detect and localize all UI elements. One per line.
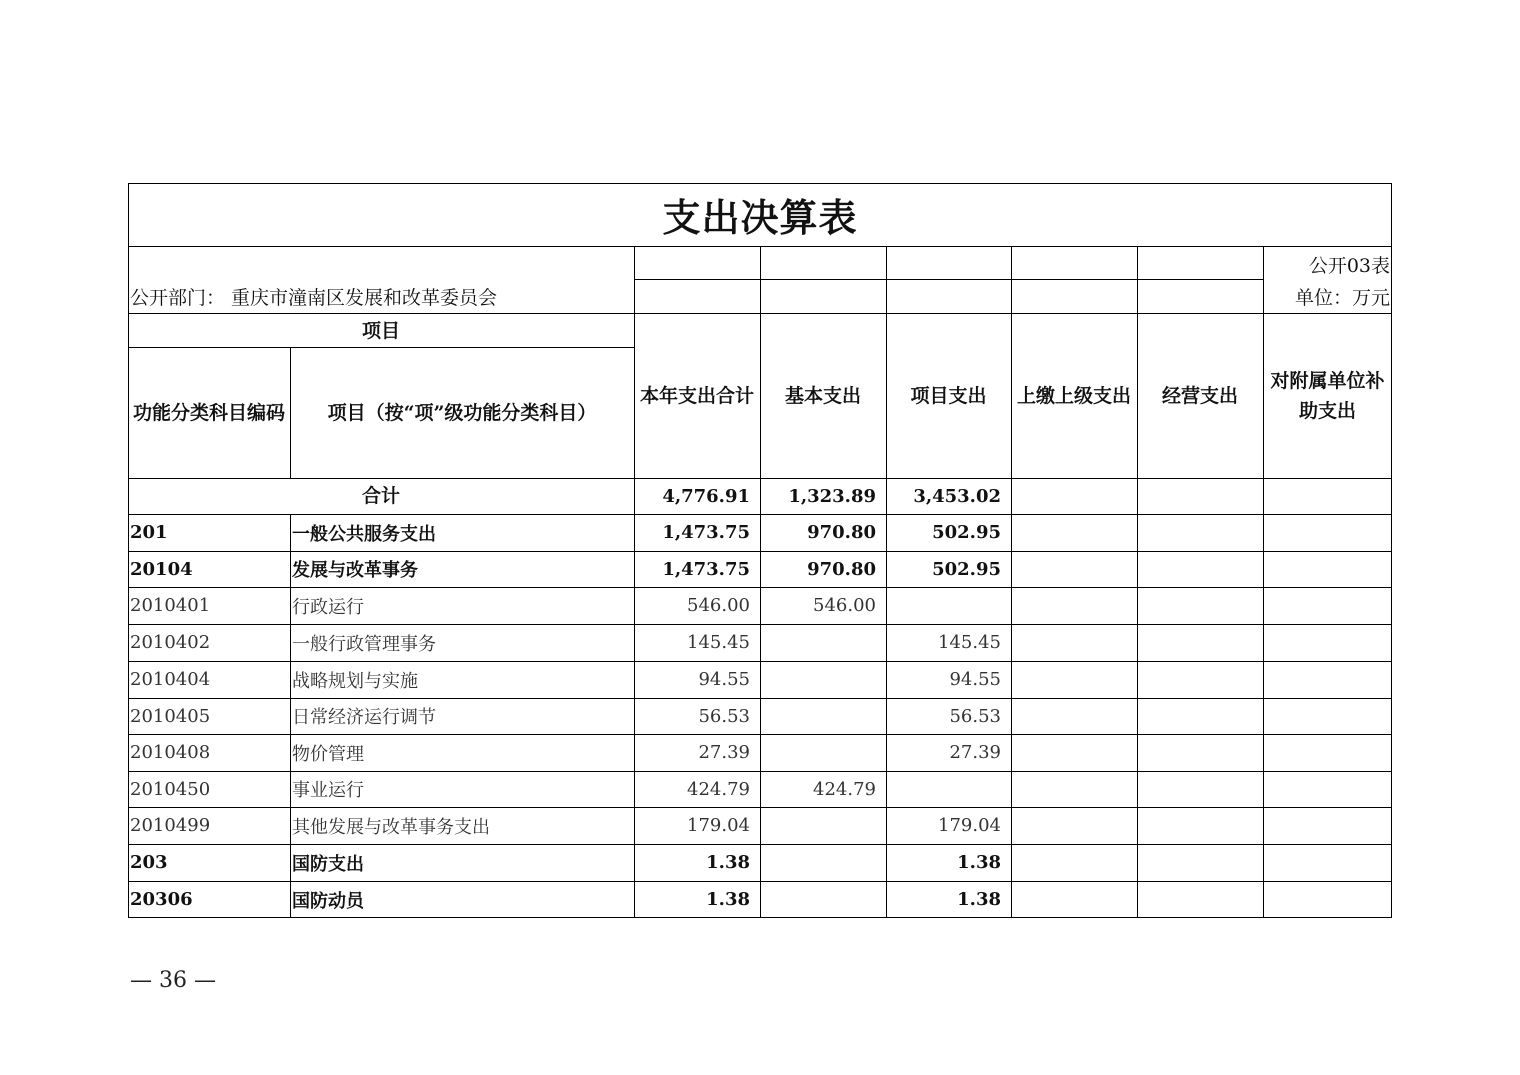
row-subsidy [1263,514,1392,551]
grid-line [1263,246,1264,313]
row-code: 2010401 [130,595,211,616]
row-total: 94.55 [698,669,750,690]
grid-line [886,246,887,918]
total-row-total: 4,776.91 [662,485,750,507]
row-upper [1011,551,1137,587]
row-name: 其他发展与改革事务支出 [292,816,490,838]
department-label: 公开部门： 重庆市潼南区发展和改革委员会 [130,287,498,309]
row-total: 56.53 [698,705,750,727]
row-subsidy [1263,551,1392,587]
row-name: 物价管理 [292,743,364,765]
row-code: 201 [130,522,168,543]
row-project: 502.95 [932,558,1001,580]
row-subsidy [1263,624,1392,661]
header-item: 项目（按“项”级功能分类科目） [327,402,597,424]
row-total: 145.45 [687,632,750,653]
row-code: 20306 [130,889,193,910]
row-project [886,587,1011,624]
row-project: 502.95 [932,522,1001,543]
row-project: 1.38 [957,852,1001,873]
row-basic [760,624,886,661]
row-basic: 970.80 [807,522,876,543]
row-subsidy [1263,587,1392,624]
row-project: 145.45 [938,632,1001,653]
row-project: 94.55 [949,669,1001,690]
row-project: 56.53 [949,705,1001,727]
row-project: 1.38 [957,889,1001,910]
row-upper [1011,661,1137,698]
row-total: 1.38 [706,889,750,910]
row-business [1137,514,1263,551]
row-name: 国防支出 [292,853,364,875]
grid-line [1263,313,1264,918]
row-business [1137,624,1263,661]
header-basic: 基本支出 [784,384,861,407]
row-basic [760,698,886,734]
grid-line [634,279,1264,280]
header-subsidy: 对附属单位补助支出 [1270,369,1385,422]
total-row-project: 3,453.02 [913,485,1001,507]
expenditure-table [128,183,1392,918]
row-total: 1.38 [706,852,750,873]
total-row-basic: 1,323.89 [788,485,876,507]
row-code: 2010450 [130,778,211,800]
row-name: 战略规划与实施 [292,670,418,692]
header-item-group: 项目 [361,319,400,342]
row-project: 27.39 [949,742,1001,763]
row-code: 2010402 [130,632,211,653]
header-business: 经营支出 [1161,384,1238,407]
row-basic [760,881,886,918]
row-business [1137,734,1263,771]
row-basic [760,734,886,771]
row-upper [1011,624,1137,661]
row-upper [1011,881,1137,918]
grid-line [128,183,1392,184]
grid-line [128,347,634,348]
row-upper [1011,734,1137,771]
row-code: 2010499 [130,815,211,836]
total-row-subsidy [1263,478,1392,514]
row-upper [1011,514,1137,551]
row-subsidy [1263,771,1392,807]
row-business [1137,551,1263,587]
row-upper [1011,807,1137,844]
row-subsidy [1263,881,1392,918]
total-row-label: 合计 [361,485,400,507]
row-subsidy [1263,734,1392,771]
row-total: 1,473.75 [662,558,750,580]
form-code: 公开03表 [1308,254,1390,277]
row-basic: 546.00 [813,595,876,616]
row-business [1137,807,1263,844]
row-code: 2010405 [130,705,211,727]
row-business [1137,844,1263,881]
row-name: 发展与改革事务 [292,560,418,581]
total-row-upper [1011,478,1137,514]
row-code: 2010408 [130,742,211,763]
header-project: 项目支出 [910,384,987,407]
table-title: 支出决算表 [662,195,858,240]
row-total: 1,473.75 [662,522,750,543]
row-basic [760,844,886,881]
row-total: 424.79 [687,778,750,800]
grid-line [760,246,761,918]
row-subsidy [1263,844,1392,881]
row-upper [1011,844,1137,881]
row-basic [760,807,886,844]
header-upper: 上缴上级支出 [1016,384,1131,407]
row-upper [1011,771,1137,807]
row-total: 27.39 [698,742,750,763]
row-business [1137,881,1263,918]
row-name: 事业运行 [292,780,364,801]
row-name: 日常经济运行调节 [292,707,436,728]
row-business [1137,661,1263,698]
row-basic [760,661,886,698]
grid-line [634,246,635,918]
page-number: — 36 — [130,968,216,993]
row-total: 179.04 [687,815,750,836]
row-total: 546.00 [687,595,750,616]
row-name: 国防动员 [292,890,364,912]
row-code: 2010404 [130,669,211,690]
row-subsidy [1263,698,1392,734]
unit-label: 单位：万元 [1294,287,1390,309]
row-name: 行政运行 [292,596,364,618]
row-upper [1011,698,1137,734]
row-name: 一般公共服务支出 [292,523,436,545]
grid-line [1011,246,1012,918]
row-business [1137,698,1263,734]
grid-line [290,348,291,478]
total-row-business [1137,478,1263,514]
row-business [1137,771,1263,807]
grid-line [290,514,291,918]
row-basic: 424.79 [813,778,876,800]
header-total: 本年支出合计 [639,384,754,407]
row-code: 20104 [130,558,193,580]
row-project [886,771,1011,807]
row-name: 一般行政管理事务 [292,633,436,655]
row-code: 203 [130,852,168,873]
grid-line [1137,246,1138,918]
row-subsidy [1263,661,1392,698]
row-subsidy [1263,807,1392,844]
row-project: 179.04 [938,815,1001,836]
header-code: 功能分类科目编码 [132,402,285,424]
row-upper [1011,587,1137,624]
row-business [1137,587,1263,624]
row-basic: 970.80 [807,558,876,580]
